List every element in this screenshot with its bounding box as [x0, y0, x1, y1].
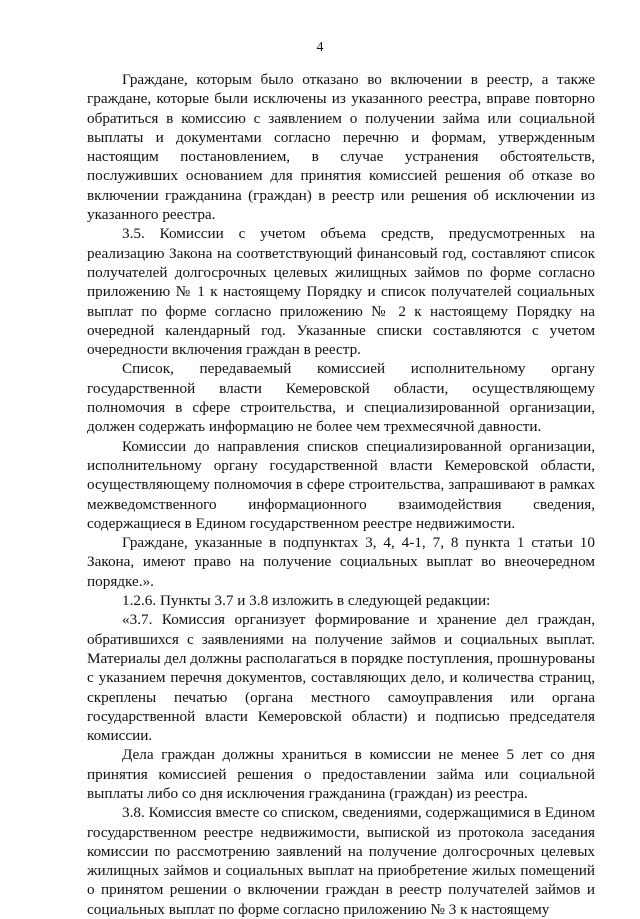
- paragraph: Список, передаваемый комиссией исполнительному органу государственной власти Кемеровской области, осуществляющему полномочия в сфере строительства, и специализированной организации, должен содержать информацию не более чем трехмесячной давности.: [87, 360, 595, 436]
- paragraph: 3.8. Комиссия вместе со списком, сведениями, содержащимися в Едином государственном реестре недвижимости, выпиской из протокола заседания комиссии по рассмотрению заявлений на получение долгосрочных целевых жилищных займов и социальных выплат на приобретение жилых помещений о принятом решении о включении граждан в реестр получателей займов и социальных выплат по форме согласно приложению № 3 к настоящему: [87, 804, 595, 918]
- paragraph: Граждане, указанные в подпунктах 3, 4, 4-1, 7, 8 пункта 1 статьи 10 Закона, имеют право на получение социальных выплат во внеочередном порядке.».: [87, 534, 595, 590]
- paragraph: 3.5. Комиссии с учетом объема средств, предусмотренных на реализацию Закона на соответствующий финансовый год, составляют список получателей долгосрочных целевых жилищных займов по форме согласно приложению № 1 к настоящему Порядку и список получателей социальных выплат по форме согласно приложению № 2 к настоящему Порядку на очередной календарный год. Указанные списки составляются с учетом очередности включения граждан в реестр.: [87, 225, 595, 359]
- page-number: 4: [316, 40, 324, 55]
- paragraph: Комиссии до направления списков специализированной организации, исполнительному органу государственной власти Кемеровской области, осуществляющему полномочия в сфере строительства, запрашивают в рамках межведомственного информационного взаимодействия сведения, содержащиеся в Едином государственном реестре недвижимости.: [87, 437, 595, 532]
- paragraph: «3.7. Комиссия организует формирование и хранение дел граждан, обратившихся с заявлениями на получение займов и социальных выплат. Материалы дел должны располагаться в порядке поступления, прошнурованы с указанием перечня документов, составляющих дело, и количества страниц, скреплены печатью (органа местного самоуправления или органа государственной власти Кемеровской области) и подписью председателя комиссии.: [87, 611, 595, 745]
- document-body: [87, 70, 595, 919]
- paragraph: Дела граждан должны храниться в комиссии не менее 5 лет со дня принятия комиссией решения о предоставлении займа или социальной выплаты либо со дня исключения гражданина (граждан) из реестра.: [87, 746, 595, 802]
- paragraph: 1.2.6. Пункты 3.7 и 3.8 изложить в следующей редакции:: [122, 592, 491, 610]
- paragraph: Граждане, которым было отказано во включении в реестр, а также граждане, которые были исключены из указанного реестра, вправе повторно обратиться в комиссию с заявлением о получении займа или социальной выплаты и документами согласно перечню и формам, утвержденным настоящим постановлением, в случае устранения обстоятельств, послуживших основанием для принятия комиссией решения об отказе во включении гражданина (граждан) в реестр или решения об исключении из указанного реестра.: [87, 71, 595, 224]
